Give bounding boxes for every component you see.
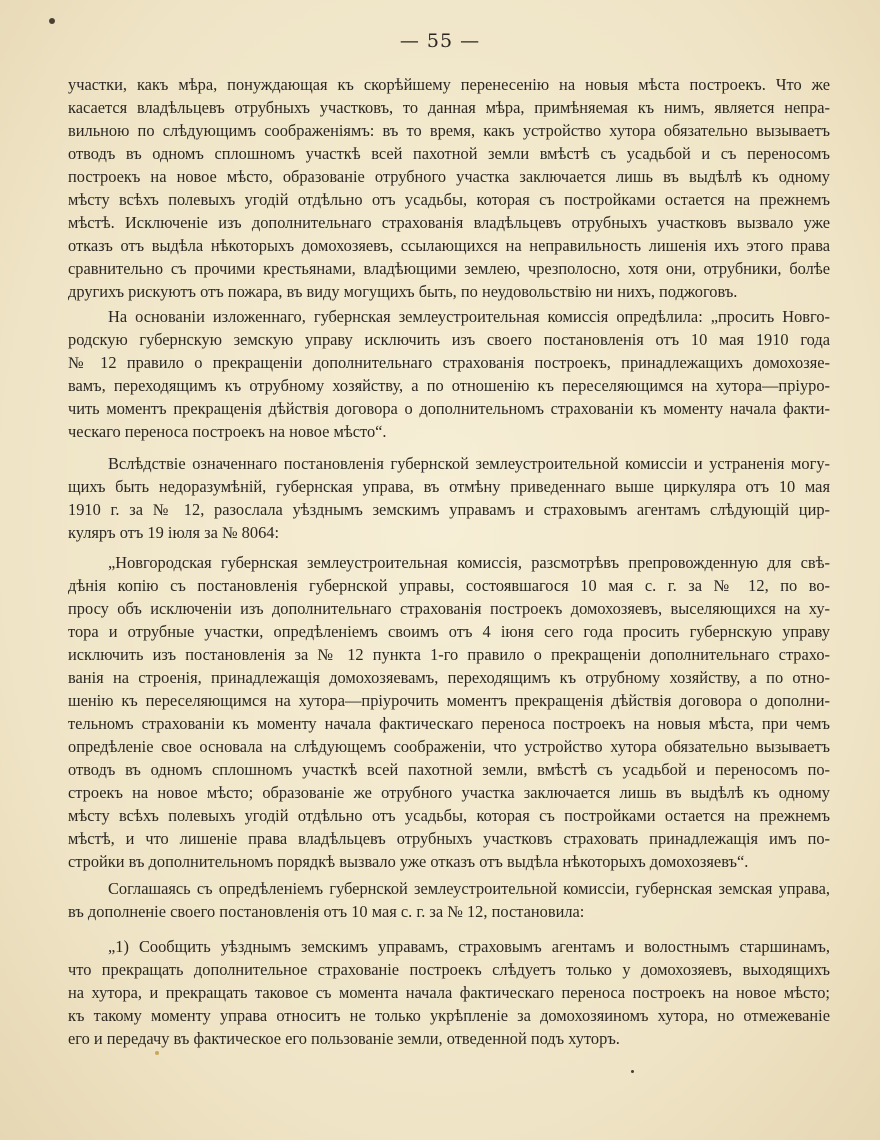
- paragraph-4: [68, 551, 830, 873]
- text-line: 1910 г. за № 12, разослала уѣзднымъ земскимъ управамъ и страховымъ агентамъ слѣдующій цир-: [68, 500, 830, 519]
- text-line: другихъ рискуютъ отъ пожара, въ виду могущихъ быть, по неудовольствію ни нихъ, поджоговъ.: [68, 282, 738, 301]
- text-line: къ такому моменту управа относитъ не только укрѣпленіе за домохозяиномъ хутора, но отмежеваніе: [68, 1006, 830, 1025]
- text-line: отводъ въ одномъ сплошномъ участкѣ всей пахотной земли вмѣстѣ съ усадьбой и съ переносомъ: [68, 144, 830, 163]
- paragraph-3: [68, 452, 830, 544]
- ink-speck: [155, 1051, 159, 1055]
- text-line: вильною по слѣдующимъ соображеніямъ: въ то время, какъ устройство хутора обязательно вызываетъ: [68, 121, 830, 140]
- paragraph-1: [68, 73, 830, 303]
- text-line: отказъ отъ выдѣла нѣкоторыхъ домохозяевъ, ссылающихся на неправильность лишенія ихъ этого права: [68, 236, 830, 255]
- text-line: № 12 правило о прекращеніи дополнительнаго страхованія построекъ, принадлежащихъ домохозяе-: [68, 353, 830, 372]
- text-line: мѣсту всѣхъ полевыхъ угодій отдѣльно отъ усадьбы, которая съ постройками остается на прежнемъ: [68, 190, 830, 209]
- text-line: ванія на строенія, принадлежащія домохозяевамъ, переходящимъ къ отрубному хозяйству, а по отно-: [68, 668, 830, 687]
- text-line: исключить изъ постановленія за № 12 пункта 1-го правило о прекращеніи дополнительнаго страхо-: [68, 645, 830, 664]
- paragraph-2: [68, 305, 830, 443]
- text-line: тельномъ страхованіи къ моменту начала фактическаго переноса построекъ на новыя мѣста, при чемъ: [68, 714, 830, 733]
- text-line: На основаніи изложеннаго, губернская землеустроительная комиссія опредѣлила: „просить Новго-: [108, 307, 830, 326]
- text-line: родскую губернскую земскую управу исключить изъ своего постановленія отъ 10 мая 1910 года: [68, 330, 830, 349]
- paragraph-6: [68, 935, 830, 1050]
- text-line: стройки въ дополнительномъ порядкѣ вызвало уже отказъ отъ выдѣла нѣкоторыхъ домохозяевъ“.: [68, 852, 749, 871]
- text-line: отводъ въ одномъ сплошномъ участкѣ всей пахотной земли, вмѣстѣ съ усадьбой и переносомъ по-: [68, 760, 830, 779]
- text-line: строекъ на новое мѣсто; образованіе же отрубного участка заключается лишь въ выдѣлѣ къ одному: [68, 783, 830, 802]
- text-line: въ дополненіе своего постановленія отъ 10 мая с. г. за № 12, постановила:: [68, 902, 585, 921]
- ink-speck: [49, 18, 55, 24]
- text-line: участки, какъ мѣра, понуждающая къ скорѣйшему перенесенію на новыя мѣста построекъ. Что же: [68, 75, 830, 94]
- text-line: тора и отрубные участки, опредѣленіемъ своимъ отъ 4 іюня сего года просить губернскую управу: [68, 622, 830, 641]
- paragraph-5: [68, 877, 830, 923]
- text-line: Соглашаясь съ опредѣленіемъ губернской землеустроительной комиссіи, губернская земская управа,: [108, 879, 830, 898]
- text-line: касается владѣльцевъ отрубныхъ участковъ, то данная мѣра, примѣняемая къ нимъ, является непра-: [68, 98, 830, 117]
- text-line: мѣстѣ, и что лишеніе права владѣльцевъ отрубныхъ участковъ страховать принадлежащія имъ по-: [68, 829, 830, 848]
- text-line: ческаго переноса построекъ на новое мѣсто“.: [68, 422, 387, 441]
- ink-speck: [631, 1070, 634, 1073]
- text-line: „Новгородская губернская землеустроительная комиссія, разсмотрѣвъ препровожденную для свѣ-: [108, 553, 830, 572]
- text-line: мѣстѣ. Исключеніе изъ дополнительнаго страхованія владѣльцевъ отрубныхъ участковъ вызвало уже: [68, 213, 830, 232]
- text-line: сравнительно съ прочими крестьянами, владѣющими землею, чрезполосно, хотя они, отрубники, болѣе: [68, 259, 830, 278]
- text-line: Вслѣдствіе означеннаго постановленія губернской землеустроительной комиссіи и устраненія могу-: [108, 454, 830, 473]
- text-line: чить моментъ прекращенія дѣйствія договора о дополнительномъ страхованіи къ моменту начала факти-: [68, 399, 830, 418]
- page-number: — 55 —: [399, 30, 481, 52]
- text-line: на хутора, и прекращать таковое съ момента начала фактическаго переноса построекъ на новое мѣсто;: [68, 983, 830, 1002]
- text-line: его и передачу въ фактическое его пользованіе земли, отведенной подъ хуторъ.: [68, 1029, 620, 1048]
- text-line: что прекращать дополнительное страхованіе построекъ слѣдуетъ только у домохозяевъ, выходящихъ: [68, 960, 830, 979]
- text-line: опредѣленіе свое основала на слѣдующемъ соображеніи, что устройство хутора обязательно вызываетъ: [68, 737, 830, 756]
- text-line: просу объ исключеніи изъ дополнительнаго страхованія построекъ домохозяевъ, выселяющихся на ху-: [68, 599, 830, 618]
- text-line: дѣнія копію съ постановленія губернской управы, состоявшагося 10 мая с. г. за № 12, по во-: [68, 576, 830, 595]
- text-line: построекъ на новое мѣсто, образованіе отрубного участка заключается лишь въ выдѣлѣ къ одному: [68, 167, 830, 186]
- text-line: куляръ отъ 19 іюля за № 8064:: [68, 523, 280, 542]
- text-line: вамъ, переходящимъ къ отрубному хозяйству, а по отношенію къ переселяющимся на хутора—пріуро-: [68, 376, 830, 395]
- text-line: щихъ быть недоразумѣній, губернская управа, въ отмѣну приведеннаго выше циркуляра отъ 10 мая: [68, 477, 830, 496]
- text-line: „1) Сообщить уѣзднымъ земскимъ управамъ, страховымъ агентамъ и волостнымъ старшинамъ,: [108, 937, 830, 956]
- text-line: шенію къ переселяющимся на хутора—пріурочить моментъ прекращенія дѣйствія договора о дополни-: [68, 691, 830, 710]
- text-line: мѣсту всѣхъ полевыхъ угодій отдѣльно отъ усадьбы, которая съ постройками остается на прежнемъ: [68, 806, 830, 825]
